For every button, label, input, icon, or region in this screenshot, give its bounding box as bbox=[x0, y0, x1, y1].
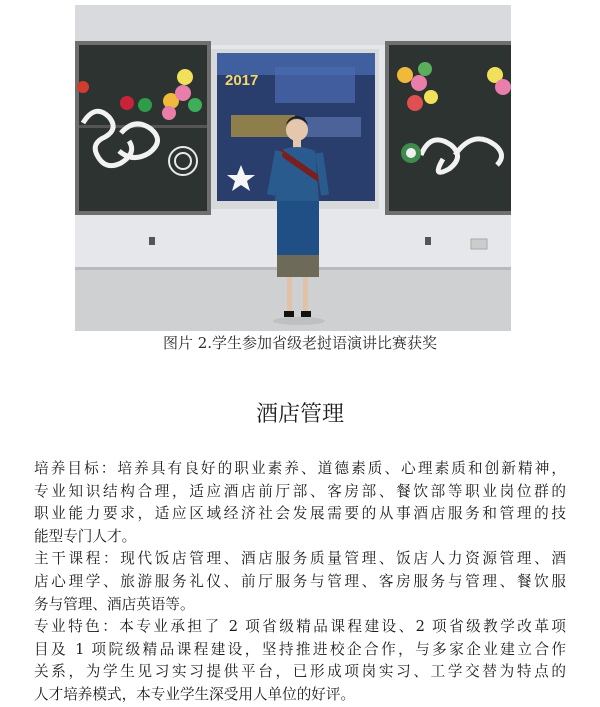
paragraph-line: 专业特色：本专业承担了 2 项省级精品课程建设、2 项省级教学改革项 bbox=[34, 618, 566, 636]
paragraph-line: 职业能力要求，适应区域经济社会发展需要的从事酒店服务和管理的技 bbox=[34, 505, 566, 523]
award-photo bbox=[75, 5, 511, 331]
paragraph-line: 目及 1 项院级精品课程建设，坚持推进校企合作，与多家企业建立合作 bbox=[34, 640, 566, 658]
paragraph-line: 务与管理、酒店英语等。 bbox=[34, 595, 195, 613]
slide-year: 2017 bbox=[225, 72, 259, 89]
photo-caption: 图片 2.学生参加省级老挝语演讲比赛获奖 bbox=[162, 334, 438, 352]
right-blackboard bbox=[385, 41, 511, 215]
paragraph-line: 专业知识结构合理，适应酒店前厅部、客房部、餐饮部等职业岗位群的 bbox=[34, 482, 566, 500]
paragraph-line: 主干课程：现代饭店管理、酒店服务质量管理、饭店人力资源管理、酒 bbox=[34, 550, 566, 568]
program-description bbox=[34, 458, 566, 707]
left-blackboard bbox=[75, 41, 211, 215]
classroom-photo-illustration bbox=[75, 5, 511, 331]
section-title: 酒店管理 bbox=[255, 402, 344, 427]
paragraph-line: 培养目标：培养具有良好的职业素养、道德素质、心理素质和创新精神， bbox=[34, 460, 566, 477]
paragraph-line: 关系，为学生见习实习提供平台，已形成项岗实习、工学交替为特点的 bbox=[34, 663, 566, 681]
paragraph-line: 能型专门人才。 bbox=[34, 527, 137, 545]
paragraph-line: 人才培养模式，本专业学生深受用人单位的好评。 bbox=[34, 685, 356, 703]
paragraph-line: 店心理学、旅游服务礼仪、前厅服务与管理、客房服务与管理、餐饮服 bbox=[34, 572, 566, 590]
